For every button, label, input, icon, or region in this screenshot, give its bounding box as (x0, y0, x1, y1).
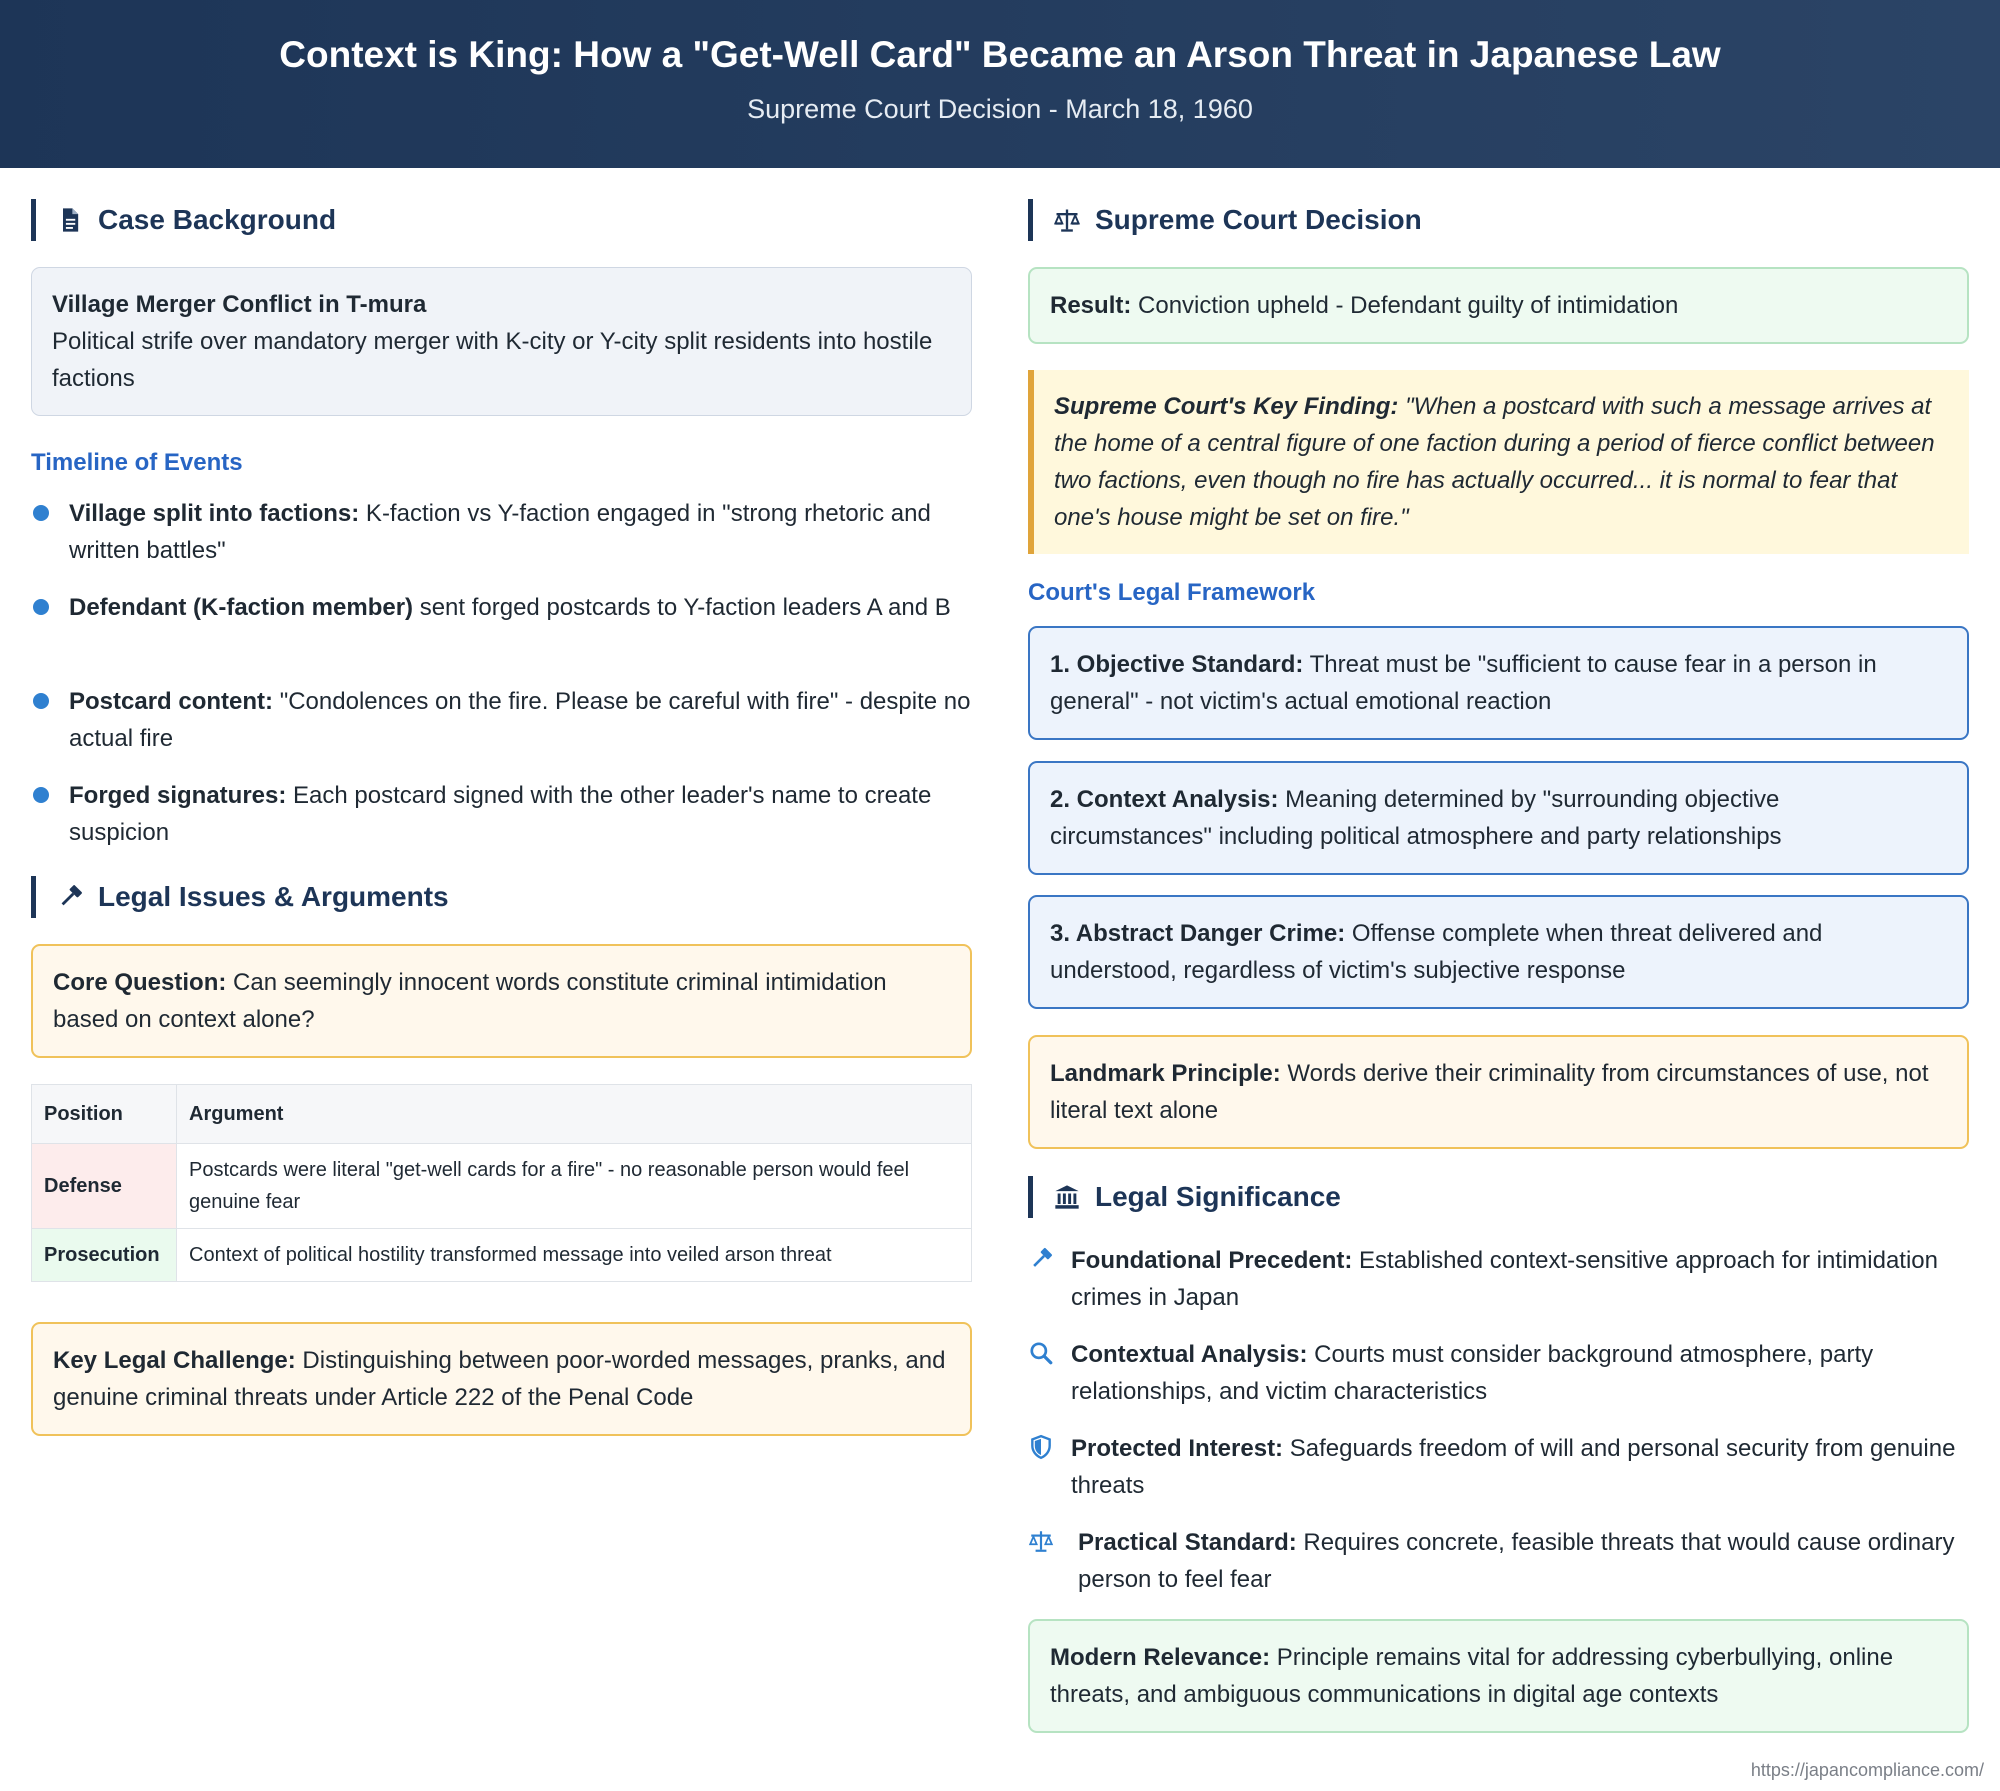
key-finding-quote: Supreme Court's Key Finding: "When a postcard with such a message arrives at the home of a central figure of one faction during a period of fierce conflict between two factions, even though no fire has actually occurred... it is normal to fear that one's house might be set on fire." (1028, 370, 1969, 554)
shield-icon (1028, 1434, 1054, 1460)
scales-icon (1053, 206, 1081, 234)
case-background-heading: Case Background (31, 199, 336, 241)
background-box-text: Political strife over mandatory merger with K-city or Y-city split residents into hostile factions (52, 328, 933, 392)
bullet-icon (33, 693, 49, 709)
significance-item: Foundational Precedent: Established context-sensitive approach for intimidation crimes in Japan (1028, 1242, 1969, 1316)
framework-heading: Court's Legal Framework (1028, 579, 1316, 606)
document-icon (56, 206, 84, 234)
gavel-icon (56, 883, 84, 911)
bullet-icon (33, 787, 49, 803)
timeline-heading: Timeline of Events (31, 449, 243, 476)
page-header (0, 0, 2000, 168)
bullet-icon (33, 505, 49, 521)
page-title: Context is King: How a "Get-Well Card" Became an Arson Threat in Japanese Law (279, 34, 1721, 75)
arguments-table (31, 1084, 972, 1282)
search-icon (1028, 1340, 1054, 1366)
timeline-item: Postcard content: "Condolences on the fire. Please be careful with fire" - despite no actual fire (31, 683, 972, 757)
decision-heading: Supreme Court Decision (1028, 199, 1422, 241)
timeline-item: Defendant (K-faction member) sent forged postcards to Y-faction leaders A and B (31, 589, 972, 626)
legal-issues-heading: Legal Issues & Arguments (31, 876, 449, 918)
significance-item: Practical Standard: Requires concrete, feasible threats that would cause ordinary person to feel fear (1028, 1524, 1969, 1598)
modern-relevance-box: Modern Relevance: Principle remains vital for addressing cyberbullying, online threats, and ambiguous communications in digital age contexts (1028, 1619, 1969, 1733)
core-question-box: Core Question: Can seemingly innocent words constitute criminal intimidation based on context alone? (31, 944, 972, 1058)
timeline-item: Village split into factions: K-faction vs Y-faction engaged in "strong rhetoric and written battles" (31, 495, 972, 569)
background-box-title: Village Merger Conflict in T-mura (52, 291, 427, 318)
significance-heading: Legal Significance (1028, 1176, 1341, 1218)
scales-icon (1028, 1528, 1054, 1554)
table-header-position: Position (32, 1085, 177, 1144)
gavel-icon (1028, 1246, 1054, 1272)
key-challenge-box: Key Legal Challenge: Distinguishing between poor-worded messages, pranks, and genuine criminal threats under Article 222 of the Penal Code (31, 1322, 972, 1436)
result-box: Result: Conviction upheld - Defendant guilty of intimidation (1028, 267, 1969, 344)
footer-url: https://japancompliance.com/ (1750, 1760, 1984, 1780)
significance-item: Contextual Analysis: Courts must consider background atmosphere, party relationships, and victim characteristics (1028, 1336, 1969, 1410)
table-row: Defense Postcards were literal "get-well cards for a fire" - no reasonable person would feel genuine fear (32, 1144, 972, 1229)
framework-item: 2. Context Analysis: Meaning determined by "surrounding objective circumstances" including political atmosphere and party relationships (1028, 761, 1969, 875)
landmark-icon (1053, 1183, 1081, 1211)
timeline-item: Forged signatures: Each postcard signed with the other leader's name to create suspicion (31, 777, 972, 851)
table-header-argument: Argument (177, 1085, 972, 1144)
framework-item: 3. Abstract Danger Crime: Offense complete when threat delivered and understood, regardless of victim's subjective response (1028, 895, 1969, 1009)
framework-item: 1. Objective Standard: Threat must be "sufficient to cause fear in a person in general" - not victim's actual emotional reaction (1028, 626, 1969, 740)
page-subtitle: Supreme Court Decision - March 18, 1960 (747, 94, 1253, 124)
landmark-principle-box: Landmark Principle: Words derive their criminality from circumstances of use, not literal text alone (1028, 1035, 1969, 1149)
significance-item: Protected Interest: Safeguards freedom of will and personal security from genuine threats (1028, 1430, 1969, 1504)
background-box (31, 267, 972, 416)
table-row: Prosecution Context of political hostility transformed message into veiled arson threat (32, 1229, 972, 1282)
bullet-icon (33, 599, 49, 615)
